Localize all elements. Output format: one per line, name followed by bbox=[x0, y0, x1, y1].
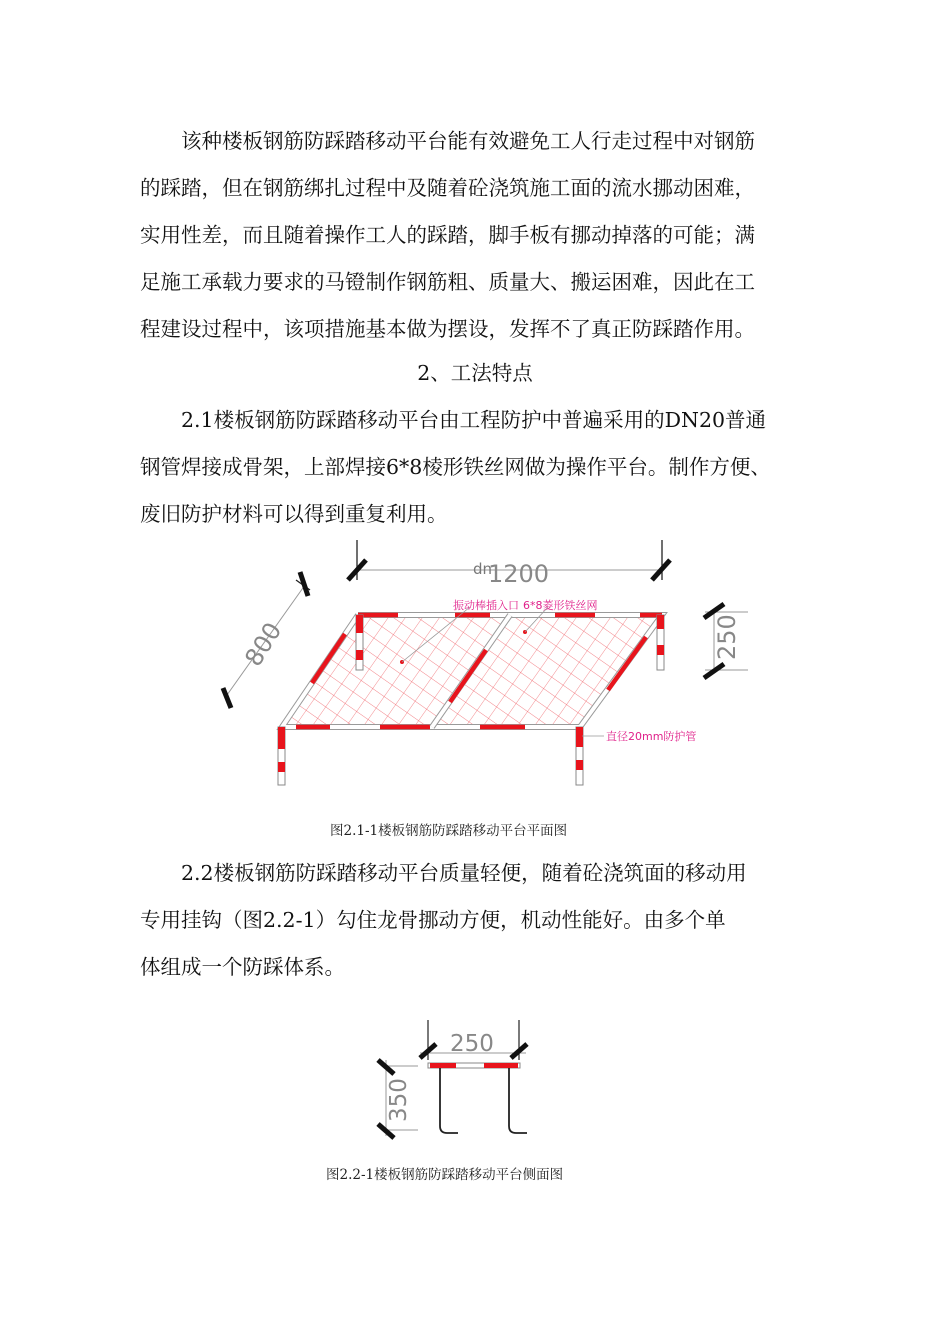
figure1-caption: 图2.1-1楼板钢筋防踩踏移动平台平面图 bbox=[330, 823, 568, 839]
hook-left bbox=[440, 1068, 458, 1133]
dimension-width bbox=[223, 572, 310, 708]
dimension-length bbox=[348, 540, 670, 588]
section-heading: 2、工法特点 bbox=[417, 361, 533, 385]
label-insert-point: 振动棒插入口 bbox=[453, 599, 519, 612]
dimension-prefix-label: dn bbox=[473, 560, 493, 578]
text-line: 体组成一个防踩体系。 bbox=[140, 955, 345, 979]
figure2-caption: 图2.2-1楼板钢筋防踩踏移动平台侧面图 bbox=[326, 1167, 564, 1183]
dimension-side-height-label: 350 bbox=[386, 1078, 412, 1122]
label-protective-pipe: 直径20mm防护管 bbox=[606, 730, 697, 743]
figure-platform-side-view bbox=[360, 1010, 560, 1150]
paragraph-problem-description bbox=[140, 118, 820, 353]
dimension-length-label: 1200 bbox=[488, 560, 550, 588]
text-line: 实用性差，而且随着操作工人的踩踏，脚手板有挪动掉落的可能；满 bbox=[140, 223, 755, 247]
label-mesh: 6*8菱形铁丝网 bbox=[523, 599, 598, 612]
hook-right bbox=[509, 1068, 527, 1133]
dimension-width-label: 800 bbox=[239, 617, 288, 672]
text-line: 专用挂钩（图2.2-1）勾住龙骨挪动方便，机动性能好。由多个单 bbox=[140, 908, 726, 932]
text-line: 钢管焊接成骨架，上部焊接6*8棱形铁丝网做为操作平台。制作方便、 bbox=[140, 455, 771, 479]
text-line: 废旧防护材料可以得到重复利用。 bbox=[140, 502, 448, 526]
text-line: 足施工承载力要求的马镫制作钢筋粗、质量大、搬运困难，因此在工 bbox=[140, 270, 755, 294]
dimension-height-label: 250 bbox=[713, 614, 741, 660]
dimension-side-width bbox=[420, 1020, 527, 1060]
text-line: 2.2楼板钢筋防踩踏移动平台质量轻便，随着砼浇筑面的移动用 bbox=[181, 861, 747, 885]
paragraph-feature-2-2 bbox=[140, 850, 820, 991]
text-line: 2.1楼板钢筋防踩踏移动平台由工程防护中普遍采用的DN20普通 bbox=[181, 408, 767, 432]
paragraph-feature-2-1 bbox=[140, 397, 820, 538]
text-line: 该种楼板钢筋防踩踏移动平台能有效避免工人行走过程中对钢筋 bbox=[181, 129, 755, 153]
text-line: 程建设过程中，该项措施基本做为摆设，发挥不了真正防踩踏作用。 bbox=[140, 317, 755, 341]
dimension-side-height bbox=[378, 1060, 418, 1138]
figure-platform-plan-view bbox=[200, 530, 760, 800]
dimension-height bbox=[704, 604, 748, 678]
dimension-side-width-label: 250 bbox=[450, 1031, 494, 1057]
text-line: 的踩踏，但在钢筋绑扎过程中及随着砼浇筑施工面的流水挪动困难， bbox=[140, 176, 755, 200]
